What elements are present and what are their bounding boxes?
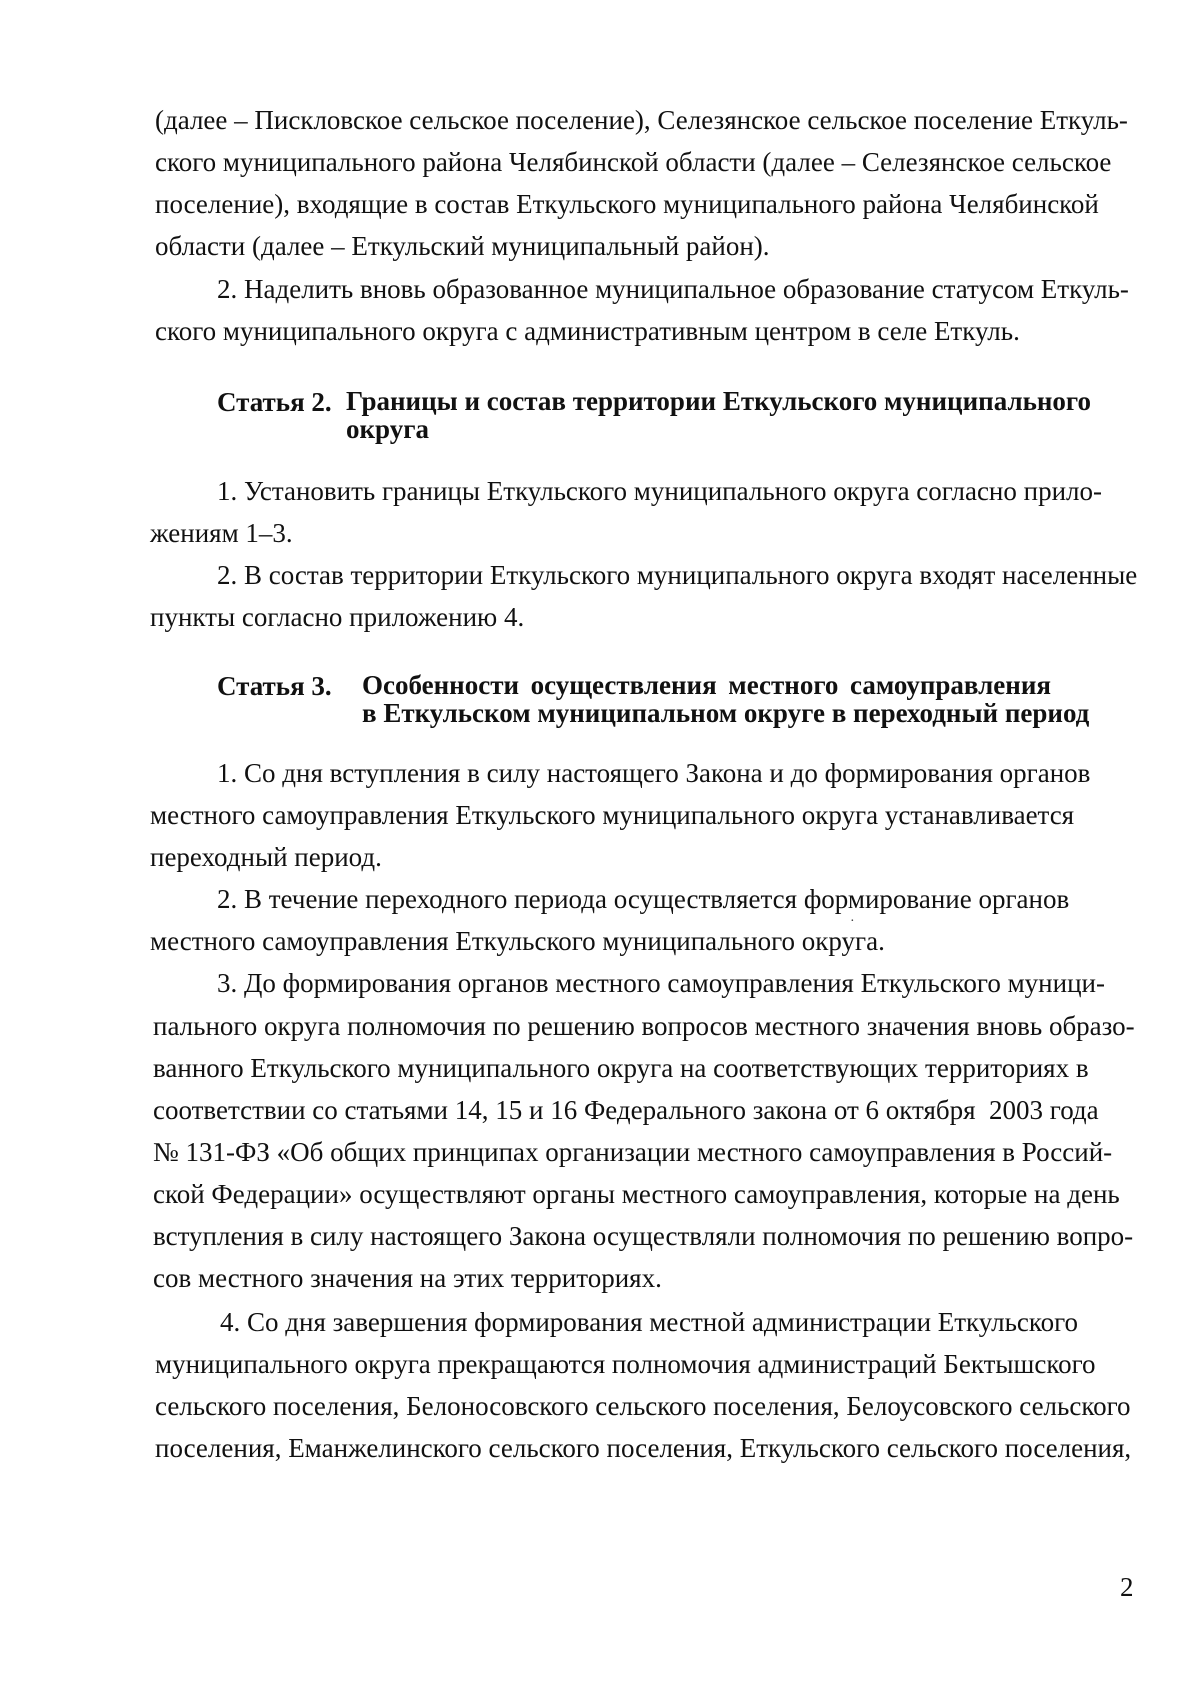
text-line: области (далее – Еткульский муниципальный район). — [155, 231, 770, 261]
article-title-line: Границы и состав территории Еткульского муниципального — [346, 386, 1092, 416]
text-line: переходный период. — [150, 842, 382, 872]
text-line: 2. В состав территории Еткульского муниципального округа входят населенные — [217, 560, 1138, 590]
article-number: Статья 2. — [217, 387, 332, 417]
text-line: сов местного значения на этих территориях. — [153, 1263, 662, 1293]
text-line: 3. До формирования органов местного самоуправления Еткульского муници- — [217, 968, 1105, 998]
text-line: № 131-ФЗ «Об общих принципах организации местного самоуправления в Россий- — [153, 1137, 1113, 1167]
text-line: поселения, Еманжелинского сельского поселения, Еткульского сельского поселения, — [155, 1433, 1132, 1463]
text-line: ванного Еткульского муниципального округа на соответствующих территориях в — [153, 1053, 1089, 1083]
text-line: вступления в силу настоящего Закона осуществляли полномочия по решению вопро- — [153, 1221, 1134, 1251]
text-line: ского муниципального округа с административным центром в селе Еткуль. — [155, 316, 1020, 346]
text-line: 1. Со дня вступления в силу настоящего Закона и до формирования органов — [217, 758, 1091, 788]
text-line: пального округа полномочия по решению вопросов местного значения вновь образо- — [153, 1011, 1135, 1041]
text-line: местного самоуправления Еткульского муниципального округа устанавливается — [150, 800, 1075, 830]
text-line: 4. Со дня завершения формирования местной администрации Еткульского — [220, 1307, 1079, 1337]
text-line: ской Федерации» осуществляют органы местного самоуправления, которые на день — [153, 1179, 1120, 1209]
text-line: сельского поселения, Белоносовского сельского поселения, Белоусовского сельского — [155, 1391, 1131, 1421]
article-title-line: округа — [346, 414, 429, 444]
text-line: местного самоуправления Еткульского муниципального округа. — [150, 926, 885, 956]
text-line: соответствии со статьями 14, 15 и 16 Федерального закона от 6 октября 2003 года — [153, 1095, 1099, 1125]
text-line: жениям 1–3. — [150, 518, 293, 548]
page-number: 2 — [1120, 1572, 1134, 1602]
text-line: 2. В течение переходного периода осуществляется формирование органов — [217, 884, 1070, 914]
text-line: 1. Установить границы Еткульского муниципального округа согласно прило- — [217, 476, 1102, 506]
text-line: ского муниципального района Челябинской области (далее – Селезянское сельское — [155, 147, 1112, 177]
scan-speck: · — [850, 914, 855, 929]
text-line: 2. Наделить вновь образованное муниципальное образование статусом Еткуль- — [217, 274, 1129, 304]
article-title-line: в Еткульском муниципальном округе в переходный период — [362, 698, 1090, 728]
text-line: муниципального округа прекращаются полномочия администраций Бектышского — [155, 1349, 1096, 1379]
article-number: Статья 3. — [217, 671, 332, 701]
text-line: пункты согласно приложению 4. — [150, 602, 525, 632]
text-line: поселение), входящие в состав Еткульского муниципального района Челябинской — [155, 189, 1099, 219]
text-line: (далее – Пискловское сельское поселение), Селезянское сельское поселение Еткуль- — [155, 105, 1128, 135]
article-title-line: Особенности осуществления местного самоуправления — [362, 670, 1051, 700]
